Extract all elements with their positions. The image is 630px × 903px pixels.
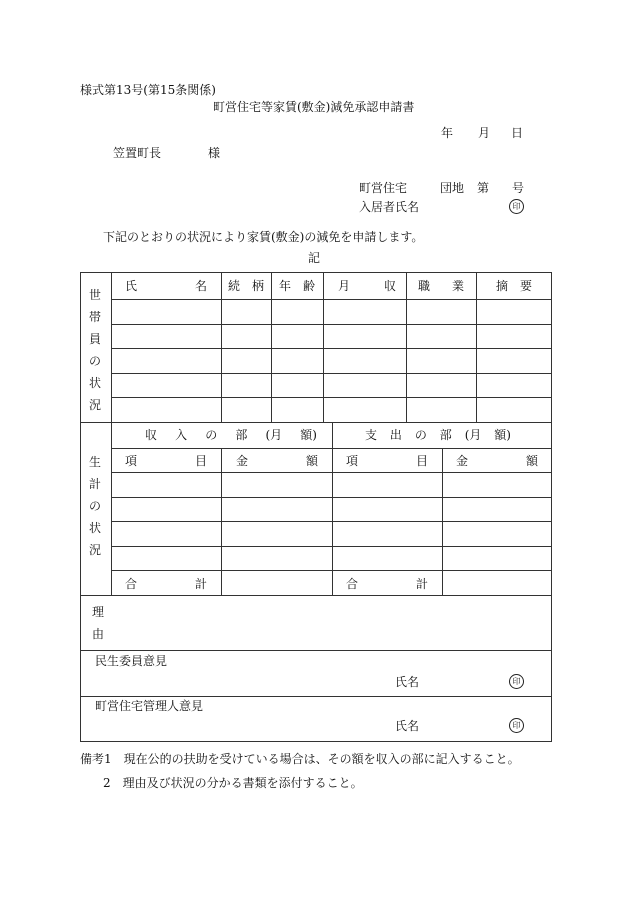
reason-label-1: 理 [92,605,105,619]
dai-label: 第 [477,181,490,195]
header-remarks: 摘 要 [496,279,532,293]
header-occupation: 職 業 [418,279,464,293]
welfare-commissioner-label: 民生委員意見 [95,654,168,668]
header-age: 年 齢 [279,279,315,293]
date-month: 月 [478,126,491,140]
income-amount-header: 金 額 [236,454,318,468]
addressee-name: 笠置町長 [113,146,162,160]
tenant-name-label: 入居者氏名 [359,200,420,214]
danchi-label: 団地 [440,181,465,195]
household-section-label: 世 帯 員 の 状 況 [88,288,101,412]
expense-item-header: 項 目 [346,454,428,468]
welfare-name-label: 氏名 [395,675,420,689]
reason-label-2: 由 [92,627,105,641]
ki-label: 記 [308,251,321,265]
date-day: 日 [511,126,524,140]
income-header: 収 入 の 部 (月 額) [145,428,317,442]
addressee-suffix: 様 [208,146,221,160]
welfare-seal-icon: 印 [509,674,524,689]
manager-seal-icon: 印 [509,718,524,733]
expense-total-label: 合 計 [346,577,428,591]
livelihood-section-label: 生 計 の 状 況 [88,455,101,557]
header-relation: 続 柄 [228,279,264,293]
go-label: 号 [512,181,525,195]
document-title: 町営住宅等家賃(敷金)減免承認申請書 [213,100,415,114]
manager-opinion-label: 町営住宅管理人意見 [95,699,204,713]
header-name: 氏 名 [125,279,207,293]
note-2: 2 理由及び状況の分かる書類を添付すること。 [103,776,363,790]
seal-mark-icon: 印 [509,199,524,214]
manager-name-label: 氏名 [395,719,420,733]
intro-text: 下記のとおりの状況により家賃(敷金)の減免を申請します。 [103,230,424,244]
note-1: 備考1 現在公的の扶助を受けている場合は、その額を収入の部に記入すること。 [80,752,520,766]
income-item-header: 項 目 [125,454,207,468]
form-number: 様式第13号(第15条関係) [80,83,216,97]
header-monthly-income: 月 収 [338,279,396,293]
income-total-label: 合 計 [125,577,207,591]
expense-header: 支 出 の 部 (月 額) [365,428,511,442]
date-year: 年 [441,126,454,140]
application-table [80,272,552,742]
expense-amount-header: 金 額 [456,454,538,468]
address-label: 町営住宅 [359,181,408,195]
